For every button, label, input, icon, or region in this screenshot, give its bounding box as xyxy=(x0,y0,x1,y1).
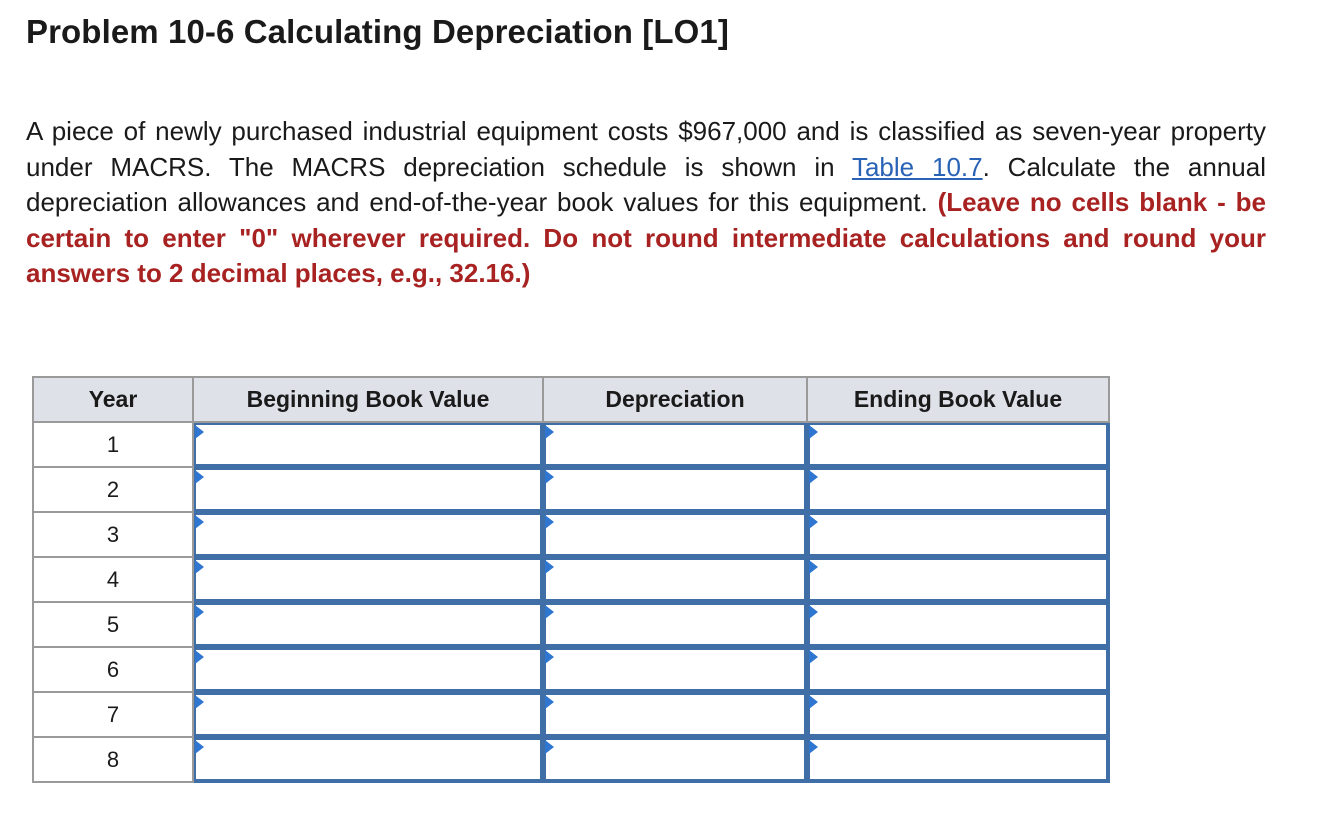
beginning-cell xyxy=(193,602,543,647)
problem-statement xyxy=(26,114,1266,292)
table-row xyxy=(33,647,1109,692)
depreciation-cell xyxy=(543,422,807,467)
beginning-cell xyxy=(193,422,543,467)
year-cell: 6 xyxy=(33,647,193,692)
ending-cell xyxy=(807,647,1109,692)
depreciation-cell xyxy=(543,737,807,782)
ending-cell xyxy=(807,737,1109,782)
year-cell: 5 xyxy=(33,602,193,647)
ending-book-value-input[interactable] xyxy=(808,738,1108,781)
ending-cell xyxy=(807,512,1109,557)
ending-book-value-input[interactable] xyxy=(808,648,1108,691)
header-depreciation: Depreciation xyxy=(543,377,807,422)
beginning-cell xyxy=(193,737,543,782)
year-cell: 8 xyxy=(33,737,193,782)
year-cell: 3 xyxy=(33,512,193,557)
header-beginning-book-value: Beginning Book Value xyxy=(193,377,543,422)
depreciation-cell xyxy=(543,467,807,512)
depreciation-input[interactable] xyxy=(544,648,806,691)
depreciation-input[interactable] xyxy=(544,468,806,511)
beginning-book-value-input[interactable] xyxy=(194,468,542,511)
ending-cell xyxy=(807,467,1109,512)
beginning-cell xyxy=(193,467,543,512)
header-ending-book-value: Ending Book Value xyxy=(807,377,1109,422)
table-reference-link[interactable]: Table 10.7 xyxy=(851,151,983,182)
instructions-text: (Leave no cells blank - be certain to enter "0" wherever required. Do not round intermediate calculations and round your answers to 2 decimal places, e.g., 32.16.) xyxy=(26,187,1266,288)
depreciation-cell xyxy=(543,512,807,557)
beginning-cell xyxy=(193,512,543,557)
beginning-cell xyxy=(193,647,543,692)
depreciation-input[interactable] xyxy=(544,693,806,736)
problem-text-task: . Calculate the annual depreciation allowances and end-of-the-year book values for this equipment. xyxy=(26,151,1266,217)
ending-book-value-input[interactable] xyxy=(808,693,1108,736)
depreciation-input[interactable] xyxy=(544,423,806,466)
ending-cell xyxy=(807,422,1109,467)
depreciation-cell xyxy=(543,647,807,692)
depreciation-cell xyxy=(543,557,807,602)
beginning-book-value-input[interactable] xyxy=(194,738,542,781)
year-cell: 2 xyxy=(33,467,193,512)
beginning-book-value-input[interactable] xyxy=(194,693,542,736)
depreciation-cell xyxy=(543,692,807,737)
ending-cell xyxy=(807,557,1109,602)
beginning-cell xyxy=(193,692,543,737)
header-year: Year xyxy=(33,377,193,422)
year-cell: 1 xyxy=(33,422,193,467)
problem-text-intro: A piece of newly purchased industrial equipment costs $967,000 and is classified as seven-year property under MACRS. The MACRS depreciation schedule is shown in xyxy=(26,116,1266,182)
beginning-book-value-input[interactable] xyxy=(194,558,542,601)
depreciation-input[interactable] xyxy=(544,558,806,601)
beginning-book-value-input[interactable] xyxy=(194,603,542,646)
beginning-book-value-input[interactable] xyxy=(194,648,542,691)
table-row xyxy=(33,557,1109,602)
table-row xyxy=(33,602,1109,647)
table-row xyxy=(33,512,1109,557)
ending-book-value-input[interactable] xyxy=(808,468,1108,511)
depreciation-input[interactable] xyxy=(544,513,806,556)
depreciation-input[interactable] xyxy=(544,738,806,781)
page-title: Problem 10-6 Calculating Depreciation [LO1] xyxy=(26,13,729,50)
ending-book-value-input[interactable] xyxy=(808,423,1108,466)
table-row xyxy=(33,422,1109,467)
depreciation-schedule-table xyxy=(32,376,1110,783)
ending-book-value-input[interactable] xyxy=(808,513,1108,556)
table-body xyxy=(33,422,1109,782)
year-cell: 7 xyxy=(33,692,193,737)
depreciation-cell xyxy=(543,602,807,647)
depreciation-input[interactable] xyxy=(544,603,806,646)
ending-cell xyxy=(807,602,1109,647)
ending-cell xyxy=(807,692,1109,737)
beginning-book-value-input[interactable] xyxy=(194,423,542,466)
year-cell: 4 xyxy=(33,557,193,602)
table-row xyxy=(33,467,1109,512)
ending-book-value-input[interactable] xyxy=(808,558,1108,601)
beginning-cell xyxy=(193,557,543,602)
table-row xyxy=(33,692,1109,737)
table-row xyxy=(33,737,1109,782)
ending-book-value-input[interactable] xyxy=(808,603,1108,646)
beginning-book-value-input[interactable] xyxy=(194,513,542,556)
table-header-row xyxy=(33,377,1109,422)
